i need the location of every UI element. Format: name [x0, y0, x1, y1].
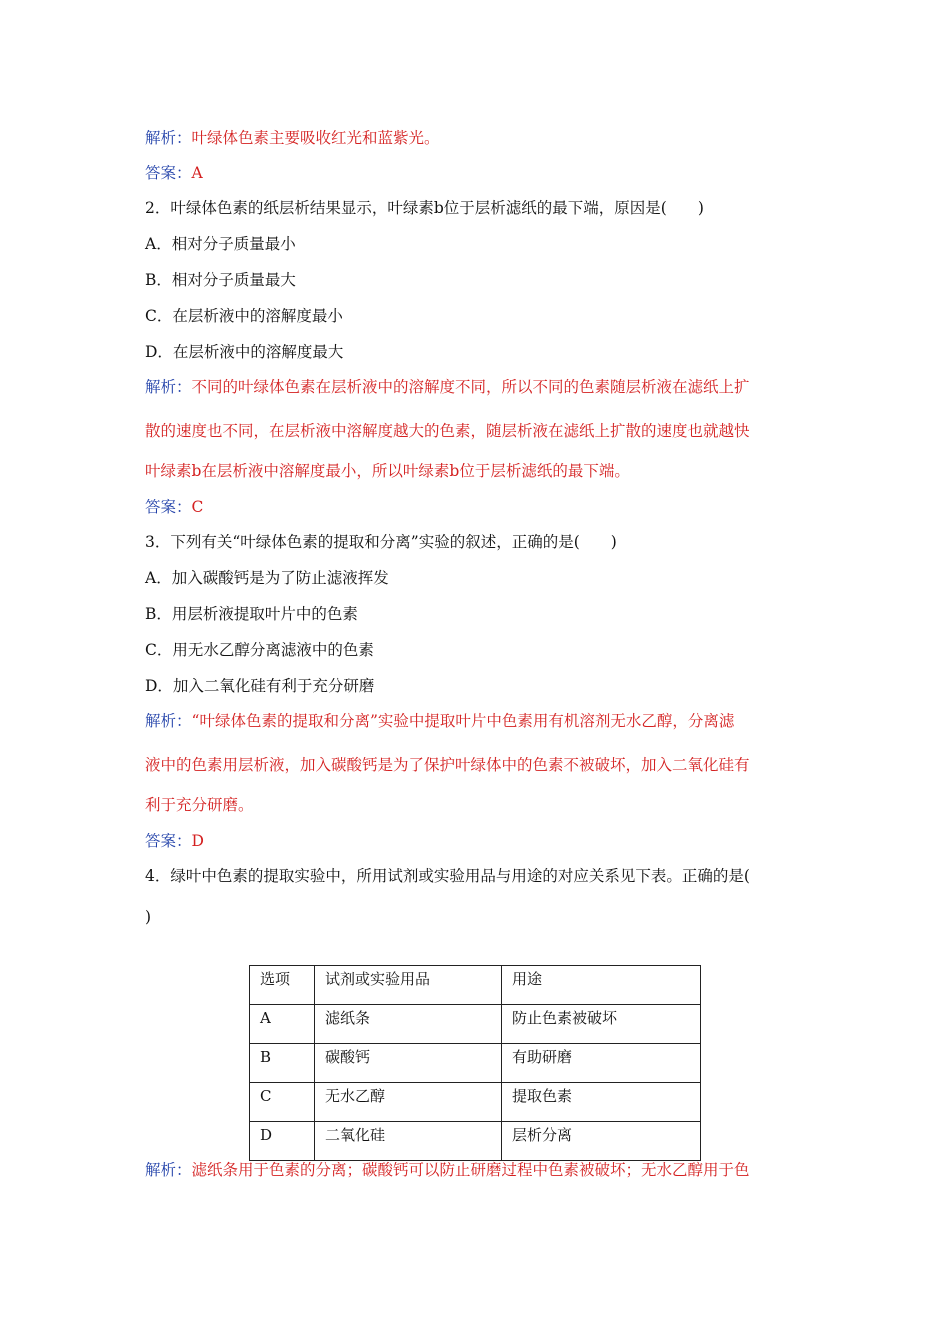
q3-option-c: C．用无水乙醇分离滤液中的色素 — [145, 641, 374, 659]
table-cell: A — [250, 1005, 315, 1044]
table-row — [250, 1044, 701, 1083]
q2-analysis — [145, 377, 750, 397]
analysis-label: 解析： — [145, 129, 192, 147]
q2-option-a: A．相对分子质量最小 — [145, 235, 296, 253]
table-cell: 防止色素被破坏 — [502, 1005, 701, 1044]
analysis-label: 解析： — [145, 712, 192, 730]
q2-option-c: C．在层析液中的溶解度最小 — [145, 307, 343, 325]
q2-option-d: D．在层析液中的溶解度最大 — [145, 343, 344, 361]
table-cell: 层析分离 — [502, 1122, 701, 1161]
q1-analysis — [145, 128, 440, 148]
q4-stem-close: ) — [145, 908, 152, 926]
answer-value: A — [191, 164, 203, 182]
analysis-text: 不同的叶绿体色素在层析液中的溶解度不同，所以不同的色素随层析液在滤纸上扩 — [191, 378, 750, 396]
table-header-cell: 用途 — [502, 966, 701, 1005]
q3-option-a: A．加入碳酸钙是为了防止滤液挥发 — [145, 569, 389, 587]
table-row — [250, 1122, 701, 1161]
table-cell: B — [250, 1044, 315, 1083]
q2-stem: 2．叶绿体色素的纸层析结果显示，叶绿素b位于层析滤纸的最下端，原因是( ) — [145, 199, 704, 217]
q3-analysis-line-3: 利于充分研磨。 — [145, 796, 254, 814]
q3-answer — [145, 831, 204, 851]
table-cell: D — [250, 1122, 315, 1161]
analysis-text: “叶绿体色素的提取和分离”实验中提取叶片中色素用有机溶剂无水乙醇，分离滤 — [191, 712, 735, 730]
q3-option-b: B．用层析液提取叶片中的色素 — [145, 605, 358, 623]
table-cell: 滤纸条 — [315, 1005, 502, 1044]
q2-analysis-line-2: 散的速度也不同，在层析液中溶解度越大的色素，随层析液在滤纸上扩散的速度也就越快 — [145, 422, 750, 440]
table-cell: 有助研磨 — [502, 1044, 701, 1083]
answer-value: C — [191, 498, 204, 516]
answer-label: 答案： — [145, 498, 192, 516]
answer-label: 答案： — [145, 832, 192, 850]
table-row — [250, 1083, 701, 1122]
q4-analysis — [145, 1160, 750, 1180]
table-cell: 无水乙醇 — [315, 1083, 502, 1122]
q2-analysis-line-3: 叶绿素b在层析液中溶解度最小，所以叶绿素b位于层析滤纸的最下端。 — [145, 462, 630, 480]
q4-stem: 4．绿叶中色素的提取实验中，所用试剂或实验用品与用途的对应关系见下表。正确的是( — [145, 867, 750, 885]
options-table — [249, 965, 701, 1161]
q3-stem: 3．下列有关“叶绿体色素的提取和分离”实验的叙述，正确的是( ) — [145, 533, 617, 551]
table-cell: 碳酸钙 — [315, 1044, 502, 1083]
table-header-cell: 选项 — [250, 966, 315, 1005]
table-header-cell: 试剂或实验用品 — [315, 966, 502, 1005]
table-cell: 二氧化硅 — [315, 1122, 502, 1161]
table-header-row — [250, 966, 701, 1005]
analysis-text: 叶绿体色素主要吸收红光和蓝紫光。 — [191, 129, 440, 147]
table-cell: C — [250, 1083, 315, 1122]
q2-answer — [145, 497, 203, 517]
table-cell: 提取色素 — [502, 1083, 701, 1122]
answer-label: 答案： — [145, 164, 192, 182]
q3-analysis-line-2: 液中的色素用层析液，加入碳酸钙是为了保护叶绿体中的色素不被破坏，加入二氧化硅有 — [145, 756, 750, 774]
analysis-label: 解析： — [145, 378, 192, 396]
analysis-text: 滤纸条用于色素的分离；碳酸钙可以防止研磨过程中色素被破坏；无水乙醇用于色 — [191, 1161, 750, 1179]
q3-analysis — [145, 711, 734, 731]
analysis-label: 解析： — [145, 1161, 192, 1179]
q2-option-b: B．相对分子质量最大 — [145, 271, 296, 289]
answer-value: D — [191, 832, 204, 850]
table-row — [250, 1005, 701, 1044]
q1-answer — [145, 163, 203, 183]
q3-option-d: D．加入二氧化硅有利于充分研磨 — [145, 677, 375, 695]
